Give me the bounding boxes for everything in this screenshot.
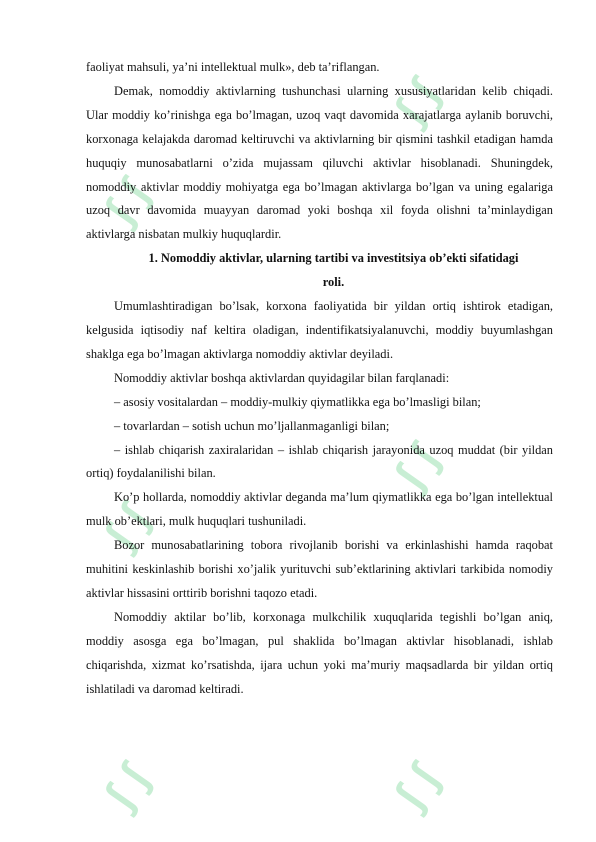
paragraph: Bozor munosabatlarining tobora rivojlanib borishi va erkinlashishi hamda raqobat muhitini keskinlashib borishi xo’jalik yurituvchi sub’ektlarining aktivlari tarkibida nomodiy aktivlar hissasini orttirib borishni taqozo etadi. (86, 538, 553, 600)
document-body (86, 56, 553, 701)
list-item: – ishlab chiqarish zaxiralaridan – ishlab chiqarish jarayonida uzoq muddat (bir yildan ortiq) foydalanilishi bilan. (86, 442, 553, 481)
paragraph: Nomoddiy aktilar bo’lib, korxonaga mulkchilik xuquqlarida tegishli bo’lgan aniq, moddiy asosga ega bo’lmagan, pul shaklida bo’lmagan aktivlar hisoblanadi, ishlab chiqarishda, xizmat ko’rsatishda, ijara uchun yoki ma’muriy maqsadlarda bir yildan ortiq ishlatiladi va daromad keltiradi. (86, 609, 553, 696)
watermark-mark: ʃ ʃ (385, 70, 449, 134)
paragraph: Nomoddiy aktivlar boshqa aktivlardan quyidagilar bilan farqlanadi: (114, 370, 450, 385)
watermark-mark: ʃ ʃ (95, 495, 159, 559)
watermark-mark: ʃ ʃ (95, 755, 159, 819)
watermark-mark: ʃ ʃ (95, 170, 159, 234)
paragraph: Umumlashtiradigan bo’lsak, korxona faoliyatida bir yildan ortiq ishtirok etadigan, kelgusida iqtisodiy naf keltira oladigan, indentifikatsiyalanuvchi, moddiy buyumlashgan shaklga ega bo’lmagan aktivlarga nomoddiy aktivlar deyiladi. (86, 299, 553, 361)
section-heading-continuation: roli. (322, 275, 345, 290)
paragraph-continuation: faoliyat mahsuli, ya’ni intellektual mulk», deb ta’riflangan. (86, 60, 380, 74)
paragraph: Demak, nomoddiy aktivlarning tushunchasi ularning xususiyatlaridan kelib chiqadi. Ular moddiy ko’rinishga ega bo’lmagan, uzoq vaqt davomida xarajatlarga aylanib boruvchi, korxonaga kelajakda daromad keltiruvchi va aktivlarning bir qismini tashkil etadigan hamda huquqiy munosabatlarni o’zida mujassam qiluvchi aktivlar hisoblanadi. Shuningdek, nomoddiy aktivlar moddiy mohiyatga ega bo’lmagan aktivlarga bo’lgan va uning egalariga uzoq davr davomida muayyan daromad yoki boshqa xil foyda olishni ta’minlaydigan aktivlarga nisbatan mulkiy huquqlardir. (86, 83, 553, 242)
watermark-mark: ʃ ʃ (385, 435, 449, 499)
watermark-mark: ʃ ʃ (385, 755, 449, 819)
section-heading: 1. Nomoddiy aktivlar, ularning tartibi va investitsiya ob’ekti sifatidagi (148, 251, 519, 266)
list-item: – tovarlardan – sotish uchun mo’ljallanmaganligi bilan; (114, 418, 390, 433)
paragraph: Ko’p hollarda, nomoddiy aktivlar deganda ma’lum qiymatlikka ega bo’lgan intellektual mulk ob’ektlari, mulk huquqlari tushuniladi. (86, 490, 553, 529)
list-item: – asosiy vositalardan – moddiy-mulkiy qiymatlikka ega bo’lmasligi bilan; (114, 394, 481, 409)
